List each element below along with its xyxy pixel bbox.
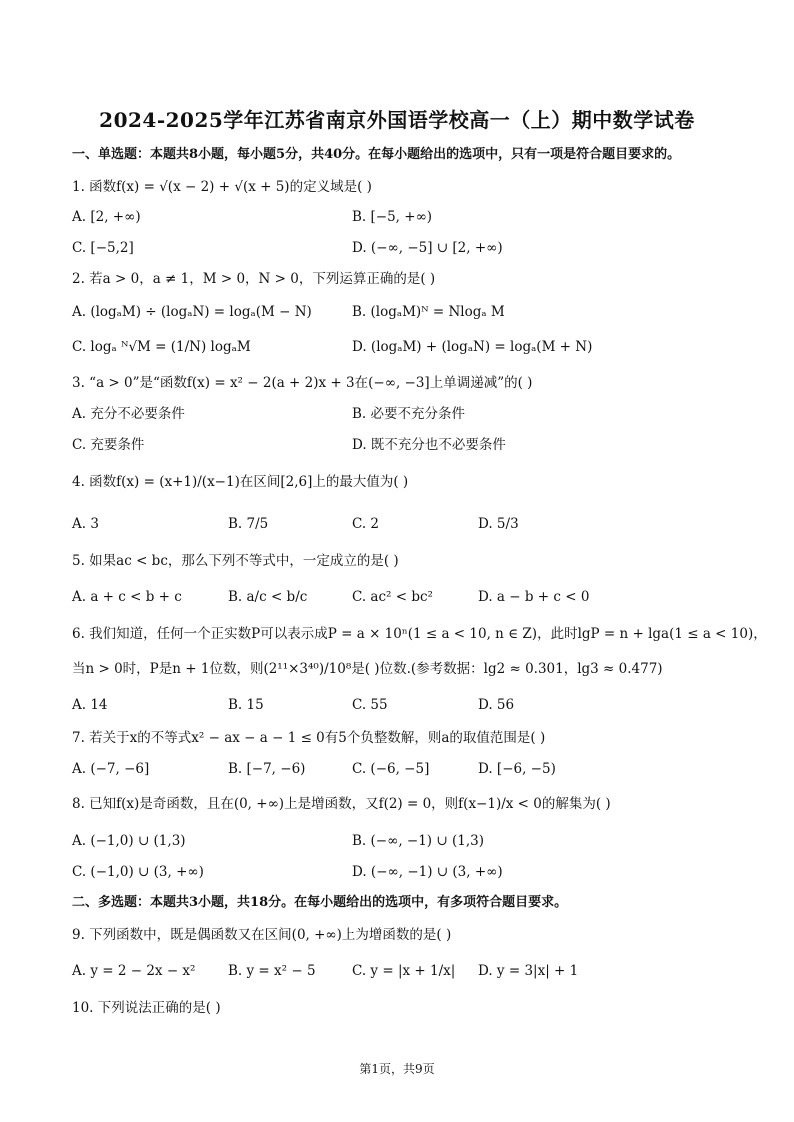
question-5-option-b: B. a/c < b/c [228,589,308,605]
question-4-option-c: C. 2 [352,516,380,532]
question-8-stem: 8. 已知f(x)是奇函数，且在(0, +∞)上是增函数，又f(2) = 0，则f(x−1)/x < 0的解集为( ) [72,796,611,812]
question-6-option-c: C. 55 [352,697,388,713]
question-10-stem: 10. 下列说法正确的是( ) [72,1000,221,1016]
question-9-option-d: D. y = 3|x| + 1 [478,963,579,979]
question-3-stem: 3. “a > 0”是“函数f(x) = x² − 2(a + 2)x + 3在(−∞, −3]上单调递减”的( ) [72,375,533,391]
question-3-option-b: B. 必要不充分条件 [352,406,466,422]
question-8-option-b: B. (−∞, −1) ∪ (1,3) [352,833,484,849]
question-3-option-d: D. 既不充分也不必要条件 [352,437,506,453]
question-9-option-c: C. y = |x + 1/x| [352,963,456,979]
question-6-stem-line-2: 当n > 0时，P是n + 1位数，则(2¹¹×3⁴⁰)/10⁸是( )位数.(参考数据：lg2 ≈ 0.301，lg3 ≈ 0.477) [72,661,663,677]
question-1-option-d: D. (−∞, −5] ∪ [2, +∞) [352,240,503,256]
section-1-heading: 一、单选题：本题共8小题，每小题5分，共40分。在每小题给出的选项中，只有一项是符合题目要求的。 [72,147,681,162]
question-9-option-a: A. y = 2 − 2x − x² [72,963,196,979]
question-8-option-d: D. (−∞, −1) ∪ (3, +∞) [352,864,503,880]
question-1-option-a: A. [2, +∞) [72,209,141,225]
question-7-option-a: A. (−7, −6] [72,761,150,777]
question-5-option-c: C. ac² < bc² [352,589,433,605]
question-4-option-a: A. 3 [72,516,99,532]
question-7-option-c: C. (−6, −5] [352,761,430,777]
question-3-option-c: C. 充要条件 [72,437,145,453]
page-footer: 第1页，共9页 [359,1062,435,1076]
question-9-stem: 9. 下列函数中，既是偶函数又在区间(0, +∞)上为增函数的是( ) [72,927,452,943]
question-7-option-d: D. [−6, −5) [478,761,556,777]
question-3-option-a: A. 充分不必要条件 [72,406,185,422]
question-8-option-a: A. (−1,0) ∪ (1,3) [72,833,186,849]
page-title: 2024-2025学年江苏省南京外国语学校高一（上）期中数学试卷 [99,108,695,132]
question-1-option-c: C. [−5,2] [72,240,134,256]
question-8-option-c: C. (−1,0) ∪ (3, +∞) [72,864,204,880]
section-2-heading: 二、多选题：本题共3小题，共18分。在每小题给出的选项中，有多项符合题目要求。 [72,895,568,910]
question-9-option-b: B. y = x² − 5 [228,963,316,979]
question-6-option-a: A. 14 [72,697,108,713]
question-6-stem-line-1: 6. 我们知道，任何一个正实数P可以表示成P = a × 10ⁿ(1 ≤ a < 10, n ∈ Z)，此时lgP = n + lga(1 ≤ a < 10)， [72,626,767,642]
question-2-option-b: B. (logₐM)ᴺ = Nlogₐ M [352,304,505,320]
question-5-option-d: D. a − b + c < 0 [478,589,590,605]
question-2-stem: 2. 若a > 0，a ≠ 1，M > 0，N > 0，下列运算正确的是( ) [72,271,436,287]
question-1-option-b: B. [−5, +∞) [352,209,433,225]
question-2-option-c: C. logₐ ᴺ√M = (1/N) logₐM [72,339,251,355]
question-2-option-a: A. (logₐM) ÷ (logₐN) = logₐ(M − N) [72,304,312,320]
question-7-option-b: B. [−7, −6) [228,761,306,777]
question-5-option-a: A. a + c < b + c [72,589,182,605]
question-4-option-b: B. 7/5 [228,516,269,532]
question-7-stem: 7. 若关于x的不等式x² − ax − a − 1 ≤ 0有5个负整数解，则a的取值范围是( ) [72,730,546,746]
question-5-stem: 5. 如果ac < bc，那么下列不等式中，一定成立的是( ) [72,553,399,569]
question-4-stem: 4. 函数f(x) = (x+1)/(x−1)在区间[2,6]上的最大值为( ) [72,474,409,490]
question-1-stem: 1. 函数f(x) = √(x − 2) + √(x + 5)的定义域是( ) [72,179,372,195]
question-4-option-d: D. 5/3 [478,516,519,532]
question-6-option-d: D. 56 [478,697,515,713]
question-6-option-b: B. 15 [228,697,264,713]
question-2-option-d: D. (logₐM) + (logₐN) = logₐ(M + N) [352,339,593,355]
